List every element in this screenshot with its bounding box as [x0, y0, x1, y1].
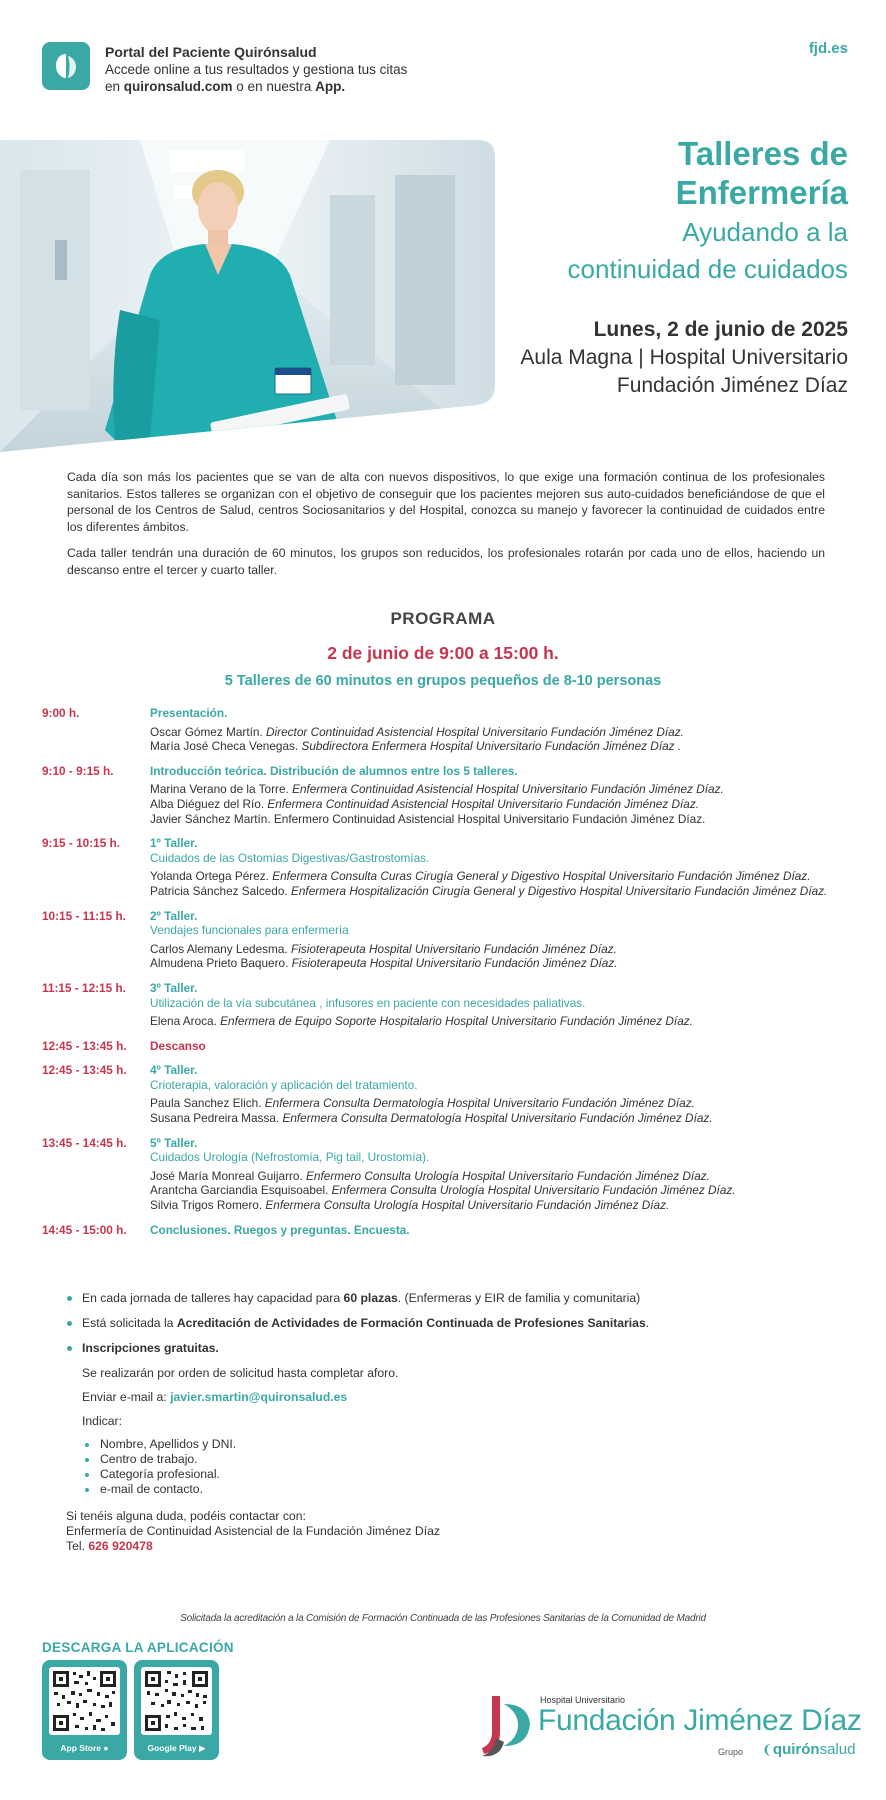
- speaker: [150, 739, 862, 754]
- patient-portal-promo: [105, 44, 407, 95]
- quironsalud-leaf-icon: ❨: [762, 1742, 773, 1757]
- speaker: [150, 1014, 862, 1029]
- qr-pattern-ios: [49, 1667, 120, 1735]
- speaker-role: Enfermera Consulta Dermatología Hospital Universitario Fundación Jiménez Díaz.: [282, 1111, 713, 1126]
- portal-site-link[interactable]: quironsalud.com: [123, 79, 233, 94]
- portal-line-2: en quironsalud.com o en nuestra App.: [105, 79, 346, 94]
- schedule-body: [150, 909, 862, 971]
- speaker-list: [150, 942, 862, 971]
- speaker-name: Marina Verano de la Torre.: [150, 782, 293, 797]
- schedule-body: [150, 1039, 862, 1054]
- schedule-row: [42, 1039, 862, 1054]
- play-icon: ▶: [198, 1743, 206, 1753]
- speaker-role: Enfermero Consulta Urología Hospital Universitario Fundación Jiménez Díaz.: [306, 1168, 710, 1183]
- speaker-name: Almudena Prieto Baquero.: [150, 956, 292, 971]
- schedule-time: 11:15 - 12:15 h.: [42, 980, 126, 995]
- schedule-description: Cuidados Urología (Nefrostomía, Pig tail, Urostomía).: [150, 1150, 430, 1165]
- apple-icon: ●: [103, 1743, 109, 1753]
- speaker: [150, 1169, 862, 1184]
- speaker-name: Silvia Trigos Romero.: [150, 1198, 266, 1213]
- accreditation-note: Solicitada la acreditación a la Comisión de Formación Continuada de las Profesiones Sanitarias de la Comunidad de Madrid: [180, 1613, 706, 1624]
- google-play-qr-code: [141, 1667, 212, 1735]
- speaker-role: Enfermera Consulta Urología Hospital Universitario Fundación Jiménez Díaz.: [265, 1198, 670, 1213]
- event-place-line-2: Fundación Jiménez Díaz: [616, 374, 848, 397]
- speaker: [150, 869, 862, 884]
- speaker-role: Enfermera Continuidad Asistencial Hospital Universitario Fundación Jiménez Díaz.: [267, 796, 700, 811]
- speaker-name: Susana Pedreira Massa.: [150, 1111, 283, 1126]
- schedule-description: Vendajes funcionales para enfermería: [150, 923, 349, 938]
- registration-bullet: Inscripciones gratuitas.: [66, 1340, 846, 1356]
- schedule-title: 2º Taller.: [150, 908, 198, 923]
- speaker-list: [150, 725, 862, 754]
- required-field: Nombre, Apellidos y DNI.: [82, 1437, 846, 1452]
- required-fields-list: [66, 1437, 846, 1497]
- speaker-role: Enfermera Consulta Urología Hospital Universitario Fundación Jiménez Díaz.: [331, 1183, 736, 1198]
- grupo-label: Grupo: [718, 1747, 744, 1757]
- event-subtitle-line-1: Ayudando a la: [682, 217, 848, 247]
- schedule-title: Conclusiones. Ruegos y preguntas. Encuesta.: [150, 1222, 410, 1237]
- speaker-list: [150, 869, 862, 898]
- schedule-row: [42, 706, 862, 754]
- programa-heading: PROGRAMA: [390, 609, 496, 628]
- schedule-row: [42, 764, 862, 826]
- speaker-list: [150, 782, 862, 826]
- speaker-name: Oscar Gómez Martín.: [150, 724, 267, 739]
- schedule-title: Descanso: [150, 1038, 206, 1053]
- contact-line-2: Enfermería de Continuidad Asistencial de la Fundación Jiménez Díaz: [66, 1524, 440, 1538]
- speaker-role: Enfermera Hospitalización Cirugía General y Digestivo Hospital Universitario Fundación Jiménez Díaz.: [291, 883, 828, 898]
- speaker-name: María José Checa Venegas.: [150, 739, 302, 754]
- schedule-body: [150, 1136, 862, 1213]
- registration-email-link[interactable]: javier.smartin@quironsalud.es: [170, 1390, 348, 1404]
- schedule-description: Cuidados de las Ostomías Digestivas/Gastrostomías.: [150, 850, 430, 865]
- schedule-row: [42, 981, 862, 1029]
- speaker-name: Yolanda Ortega Pérez.: [150, 869, 273, 884]
- contact-line-1: Si tenéis alguna duda, podéis contactar con:: [66, 1509, 306, 1523]
- speaker-role: Enfermera Consulta Curas Cirugía General y Digestivo Hospital Universitario Fundación Jiménez Díaz.: [272, 869, 811, 884]
- speaker: [150, 797, 862, 812]
- speaker-name: Javier Sánchez Martín. Enfermero Continuidad Asistencial Hospital Universitario Fundación Jiménez Díaz.: [150, 811, 706, 826]
- app-store-label: App Store ●: [60, 1743, 109, 1753]
- google-play-label: Google Play ▶: [147, 1743, 206, 1753]
- schedule-row: [42, 909, 862, 971]
- portal-title: Portal del Paciente Quirónsalud: [105, 44, 317, 60]
- schedule-body: [150, 1223, 862, 1238]
- speaker-name: Elena Aroca.: [150, 1014, 221, 1029]
- programa-subtitle: 5 Talleres de 60 minutos en grupos pequeños de 8-10 personas: [224, 673, 662, 689]
- speaker: [150, 942, 862, 957]
- schedule-title: 1º Taller.: [150, 836, 198, 851]
- schedule-row: [42, 836, 862, 898]
- speaker: [150, 1111, 862, 1126]
- indicar-label: Indicar:: [82, 1414, 122, 1428]
- speaker: [150, 956, 862, 971]
- speaker-name: Alba Diéguez del Río.: [150, 796, 268, 811]
- schedule-time: 9:15 - 10:15 h.: [42, 836, 121, 851]
- required-field: Categoría profesional.: [82, 1467, 846, 1482]
- schedule-description: Utilización de la vía subcutánea , infusores en paciente con necesidades paliativas.: [150, 995, 586, 1010]
- required-field: e-mail de contacto.: [82, 1482, 846, 1497]
- download-app-heading: DESCARGA LA APLICACIÓN: [42, 1640, 234, 1655]
- speaker-list: [150, 1169, 862, 1213]
- speaker-list: [150, 1096, 862, 1125]
- speaker-role: Enfermera Consulta Dermatología Hospital Universitario Fundación Jiménez Díaz.: [264, 1096, 695, 1111]
- fjd-name: Fundación Jiménez Díaz: [538, 1704, 862, 1737]
- speaker-name: José María Monreal Guijarro.: [150, 1168, 307, 1183]
- google-play-badge[interactable]: [134, 1660, 219, 1760]
- quironsalud-logo-icon: [42, 42, 90, 90]
- registration-email-line: Enviar e-mail a: javier.smartin@quironsalud.es: [82, 1390, 348, 1404]
- schedule-title: 4º Taller.: [150, 1063, 198, 1078]
- contact-phone[interactable]: 626 920478: [88, 1539, 153, 1553]
- speaker-role: Fisioterapeuta Hospital Universitario Fundación Jiménez Díaz.: [291, 956, 618, 971]
- speaker-name: Arantcha Garciandia Esquisoabel.: [150, 1183, 332, 1198]
- schedule-body: [150, 764, 862, 826]
- schedule-time: 12:45 - 13:45 h.: [42, 1038, 127, 1053]
- schedule-title: 3º Taller.: [150, 980, 198, 995]
- event-subtitle-line-2: continuidad de cuidados: [567, 254, 848, 284]
- schedule-body: [150, 836, 862, 898]
- schedule-description: Crioterapia, valoración y aplicación del tratamiento.: [150, 1077, 418, 1092]
- schedule-row: [42, 1223, 862, 1238]
- schedule-title: Presentación.: [150, 706, 228, 720]
- qr-pattern-android: [141, 1667, 212, 1735]
- speaker: [150, 884, 862, 899]
- speaker-name: Patricia Sánchez Salcedo.: [150, 883, 291, 898]
- quironsalud-wordmark: ❨quirónsalud: [762, 1741, 856, 1758]
- speaker: [150, 782, 862, 797]
- contact-block: [66, 1509, 846, 1554]
- info-section: [66, 1290, 846, 1554]
- schedule-title: Introducción teórica. Distribución de alumnos entre los 5 talleres.: [150, 763, 518, 778]
- speaker-role: Enfermera de Equipo Soporte Hospitalario Hospital Universitario Fundación Jiménez Díaz.: [220, 1014, 693, 1029]
- schedule-row: [42, 1063, 862, 1125]
- speaker: [150, 1183, 862, 1198]
- schedule-row: [42, 1136, 862, 1213]
- fjd-logo-icon: [478, 1692, 538, 1758]
- speaker-name: Paula Sanchez Elich.: [150, 1096, 265, 1111]
- schedule-time: 13:45 - 14:45 h.: [42, 1135, 127, 1150]
- schedule-list: [42, 706, 862, 1247]
- registration-order: Se realizarán por orden de solicitud hasta completar aforo.: [82, 1366, 399, 1380]
- schedule-time: 10:15 - 11:15 h.: [42, 908, 126, 923]
- event-title-line-2: Enfermería: [675, 174, 848, 211]
- intro-paragraph-1: Cada día son más los pacientes que se van de alta con nuevos dispositivos, lo que exige una formación continua de los profesionales sanitarios. Estos talleres se organizan con el objetivo de conseguir que los pacientes mejoren sus auto-cuidados beneficiándose de que el personal de los Centros de Salud, centros Sociosanitarios y del Hospital, conozca su manejo y favorecer la continuidad de cuidados entre los diferentes ámbitos.: [67, 470, 825, 534]
- capacity-bullet: En cada jornada de talleres hay capacidad para 60 plazas. (Enfermeras y EIR de familia y comunitaria): [66, 1290, 846, 1306]
- accreditation-bullet: Está solicitada la Acreditación de Actividades de Formación Continuada de Profesiones Sanitarias.: [66, 1315, 846, 1331]
- speaker-role: Fisioterapeuta Hospital Universitario Fundación Jiménez Díaz.: [290, 941, 617, 956]
- intro-paragraph-2: Cada taller tendrán una duración de 60 minutos, los grupos son reducidos, los profesionales rotarán por cada uno de ellos, haciendo un descanso entre el tercer y cuarto taller.: [67, 546, 825, 577]
- event-place-line-1: Aula Magna | Hospital Universitario: [520, 346, 848, 369]
- intro-text: [67, 469, 825, 578]
- speaker-role: Director Continuidad Asistencial Hospital Universitario Fundación Jiménez Díaz.: [266, 724, 684, 739]
- event-date: Lunes, 2 de junio de 2025: [593, 318, 848, 341]
- event-title-line-1: Talleres de: [678, 135, 848, 172]
- speaker: [150, 1198, 862, 1213]
- schedule-title: 5º Taller.: [150, 1135, 198, 1150]
- hero-photo: [0, 140, 495, 452]
- schedule-body: [150, 706, 862, 754]
- speaker-name: Carlos Alemany Ledesma.: [150, 941, 291, 956]
- schedule-body: [150, 1063, 862, 1125]
- app-store-badge[interactable]: [42, 1660, 127, 1760]
- speaker-role: Subdirectora Enfermera Hospital Universitario Fundación Jiménez Díaz .: [301, 739, 682, 754]
- speaker: [150, 812, 862, 827]
- app-store-qr-code: [49, 1667, 120, 1735]
- portal-line-1: Accede online a tus resultados y gestiona tus citas: [105, 62, 408, 77]
- speaker: [150, 1096, 862, 1111]
- programa-date: 2 de junio de 9:00 a 15:00 h.: [327, 643, 559, 663]
- speaker-list: [150, 1014, 862, 1029]
- event-title-block: [468, 134, 848, 400]
- schedule-time: 9:00 h.: [42, 706, 80, 720]
- schedule-time: 12:45 - 13:45 h.: [42, 1063, 127, 1078]
- schedule-body: [150, 981, 862, 1029]
- contact-phone-line: Tel. 626 920478: [66, 1539, 153, 1553]
- schedule-time: 9:10 - 9:15 h.: [42, 763, 114, 778]
- required-field: Centro de trabajo.: [82, 1452, 846, 1467]
- speaker: [150, 725, 862, 740]
- speaker-role: Enfermera Continuidad Asistencial Hospital Universitario Fundación Jiménez Díaz.: [292, 782, 724, 797]
- schedule-time: 14:45 - 15:00 h.: [42, 1222, 127, 1237]
- fjd-site-link[interactable]: fjd.es: [808, 40, 848, 57]
- fjd-hospital-label: Hospital Universitario: [540, 1695, 626, 1705]
